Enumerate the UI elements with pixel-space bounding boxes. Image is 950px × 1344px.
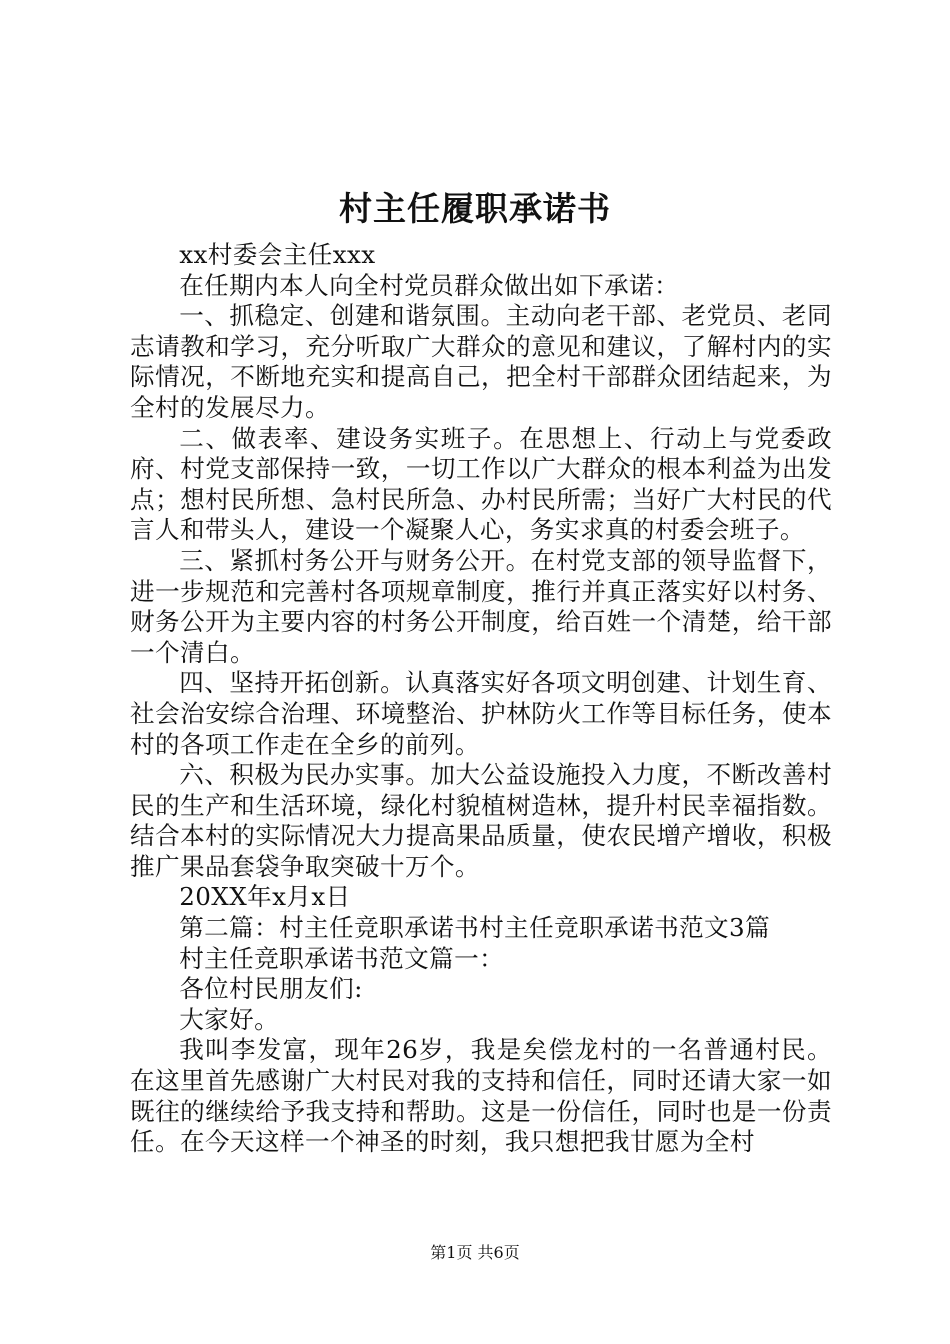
paragraph-date: 20XX年x月x日: [179, 882, 351, 912]
paragraph-item-6: 六、积极为民办实事。加大公益设施投入力度，不断改善村民的生产和生活环境，绿化村貌植树造林，提升村民幸福指数。结合本村的实际情况大力提高果品质量，使农民增产增收，积极推广果品套袋争取突破十万个。: [130, 760, 832, 881]
paragraph-section-heading: 第二篇：村主任竞职承诺书村主任竞职承诺书范文3篇: [179, 913, 771, 943]
paragraph-item-2: 二、做表率、建设务实班子。在思想上、行动上与党委政府、村党支部保持一致，一切工作以广大群众的根本利益为出发点；想村民所想、急村民所急、办村民所需；当好广大村民的代言人和带头人，建设一个凝聚人心，务实求真的村委会班子。: [130, 423, 832, 545]
paragraph-author: xx村委会主任xxx: [179, 240, 376, 269]
paragraph-item-3: 三、紧抓村务公开与财务公开。在村党支部的领导监督下，进一步规范和完善村各项规章制度，推行并真正落实好以村务、财务公开为主要内容的村务公开制度，给百姓一个清楚，给干部一个清白。: [130, 545, 832, 667]
paragraph-salutation: 各位村民朋友们:: [179, 974, 363, 1004]
paragraph-subheading: 村主任竞职承诺书范文篇一：: [179, 943, 505, 973]
paragraph-intro: 在任期内本人向全村党员群众做出如下承诺：: [179, 270, 680, 300]
paragraph-greeting: 大家好。: [179, 1004, 280, 1034]
paragraph-self-intro: 我叫李发富，现年26岁，我是矣偿龙村的一名普通村民。在这里首先感谢广大村民对我的支持和信任，同时还请大家一如既往的继续给予我支持和帮助。这是一份信任，同时也是一份责任。在今天这样一个神圣的时刻，我只想把我甘愿为全村: [130, 1035, 832, 1157]
document-title: 村主任履职承诺书: [339, 189, 611, 228]
paragraph-item-1: 一、抓稳定、创建和谐氛围。主动向老干部、老党员、老同志请教和学习，充分听取广大群众的意见和建议，了解村内的实际情况，不断地充实和提高自己，把全村干部群众团结起来，为全村的发展尽力。: [130, 301, 832, 422]
paragraph-item-4: 四、坚持开拓创新。认真落实好各项文明创建、计划生育、社会治安综合治理、环境整治、护林防火工作等目标任务，使本村的各项工作走在全乡的前列。: [130, 668, 832, 759]
page-footer: 第1页 共6页: [430, 1243, 520, 1262]
document-body: [130, 240, 832, 1158]
